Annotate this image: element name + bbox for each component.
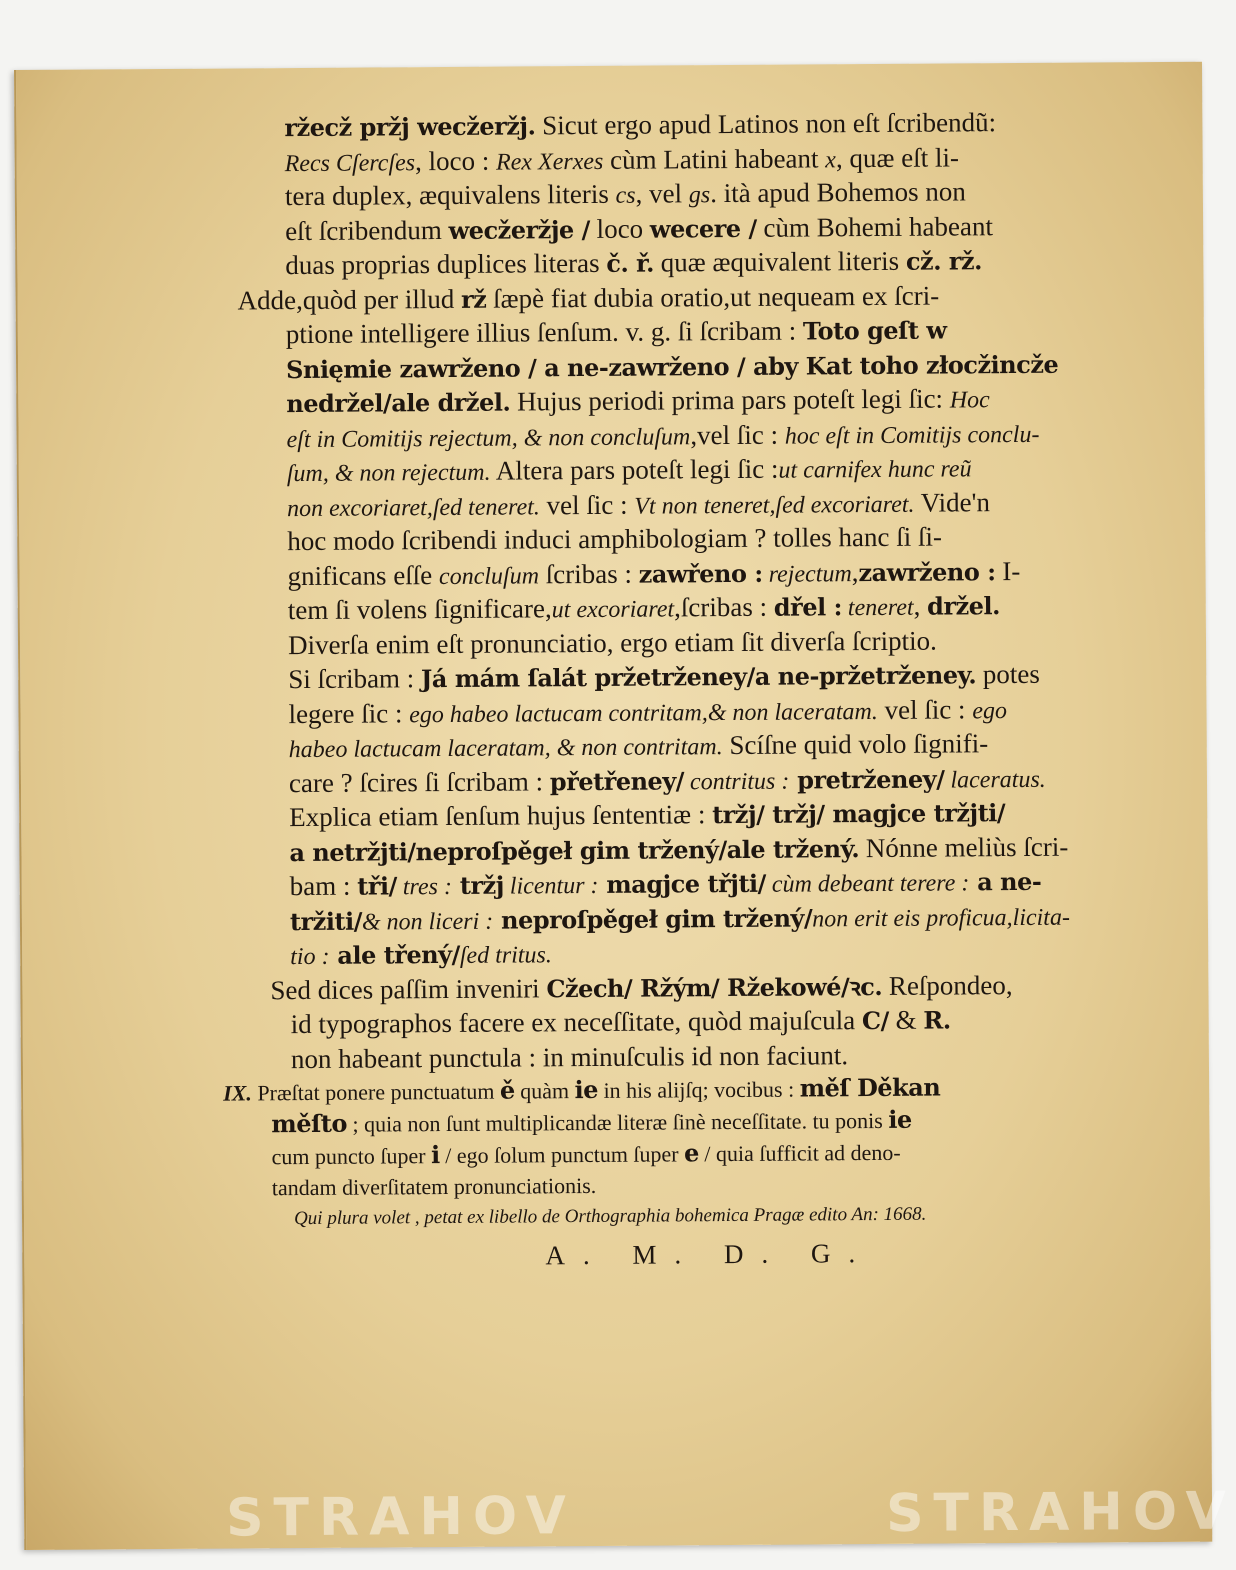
text-run: loco xyxy=(589,213,650,244)
text-run: legere ſic : xyxy=(288,697,410,729)
text-line xyxy=(241,759,1171,800)
text-run: bam : xyxy=(289,870,358,902)
italic-text: ego xyxy=(972,697,1008,724)
text-run: , loco : xyxy=(414,145,497,176)
blackletter-text: C/ xyxy=(861,1005,889,1036)
blackletter-text: přetřeney/ xyxy=(549,765,685,796)
text-block-objection xyxy=(242,966,1173,1076)
text-run: / ego ſolum punctum ſuper xyxy=(439,1141,685,1169)
italic-text: x xyxy=(825,146,836,173)
text-run: , quæ eſt li- xyxy=(835,141,959,173)
text-run: Vide'n xyxy=(914,486,991,518)
text-run: Reſpondeo, xyxy=(882,969,1013,1001)
text-run: quæ æquivalent literis xyxy=(653,245,906,278)
blackletter-text: tržj xyxy=(451,870,504,900)
text-run: cùm Bohemi habeant xyxy=(756,210,994,243)
blackletter-text: wecžeržje / xyxy=(448,214,590,245)
italic-text: ſum, & non rejectum. xyxy=(286,459,491,488)
italic-text: concluſum xyxy=(438,562,540,590)
italic-text: Recs Cſercſes xyxy=(284,149,416,177)
blackletter-text: Já mám ſalát pržetrženey/a ne-pržetrženey. xyxy=(420,660,977,694)
text-line xyxy=(238,345,1168,386)
blackletter-text: a ne- xyxy=(969,866,1042,897)
text-run: ſæpè fiat dubia oratio,ut nequeam ex ſcri- xyxy=(486,280,940,314)
blackletter-text: měſto xyxy=(271,1108,348,1139)
text-run: tem ſi volens ſignificare, xyxy=(287,593,552,626)
italic-text: Hoc xyxy=(949,387,990,414)
blackletter-text: e xyxy=(683,1138,699,1168)
text-run: Scíſne quid volo ſignifi- xyxy=(722,728,989,761)
text-line xyxy=(238,414,1168,455)
text-run: cum puncto ſuper xyxy=(271,1143,432,1170)
text-line xyxy=(242,897,1172,938)
italic-text: habeo lactucam laceratam, & non contritam. xyxy=(288,734,723,764)
text-run: IX. xyxy=(223,1080,252,1106)
text-run: Altera pars poteſt legi ſic : xyxy=(490,453,779,486)
blackletter-text: neproſpěgeł gim tržený/ xyxy=(493,902,813,935)
italic-text: non excoriaret,ſed teneret. xyxy=(286,493,540,522)
text-run: , vel xyxy=(635,178,689,209)
text-block-section-ix xyxy=(223,1070,1174,1205)
blackletter-text: měſ Děkan xyxy=(799,1072,941,1103)
italic-text: Vt non teneret,ſed excoriaret. xyxy=(634,491,915,520)
text-run: vel ſic : xyxy=(877,693,973,725)
blackletter-text: i xyxy=(430,1140,440,1170)
text-run: Adde,quòd per illud xyxy=(237,283,462,315)
italic-text: tio : xyxy=(290,943,330,971)
text-run: gnificans eſſe xyxy=(287,559,440,591)
text-run: tera duplex, æquivalens literis xyxy=(284,178,616,212)
text-run: , xyxy=(851,556,859,587)
blackletter-text: tři/ xyxy=(357,871,397,901)
blackletter-text: ě xyxy=(499,1075,515,1105)
text-run: non habeant punctula : in minuſculis id non faciunt. xyxy=(290,1039,849,1074)
blackletter-text: tržj/ tržj/ magjce tržjti/ xyxy=(712,798,1006,830)
text-run: care ? ſcires ſi ſcribam : xyxy=(288,765,550,798)
blackletter-text: rž xyxy=(460,284,487,314)
blackletter-text: ale třený/ xyxy=(329,939,460,970)
text-run: hoc modo ſcribendi induci amphibologiam ? tolles hanc ſi ſi- xyxy=(287,521,942,557)
blackletter-text: wecere / xyxy=(649,213,757,244)
text-run: Si ſcribam : xyxy=(288,663,422,695)
blackletter-text: dřel : xyxy=(773,592,842,622)
italic-text: non erit eis proficua,licita- xyxy=(812,904,1071,932)
text-run: ,vel ſic : xyxy=(690,419,785,450)
text-run: Explica etiam ſenſum hujus ſententiæ : xyxy=(289,799,713,833)
text-run: in his alijſq; vocibus : xyxy=(597,1076,800,1103)
text-run: ; quia non ſunt multiplicandæ literæ ſinè neceſſitate. tu ponis xyxy=(346,1107,889,1137)
blackletter-text: a netržjti/neproſpěgeł gim tržený/ale tržený. xyxy=(289,833,860,867)
text-run: id typographos facere ex neceſſitate, quòd majuſcula xyxy=(290,1005,863,1040)
italic-text: contritus : xyxy=(683,768,790,795)
text-run: Sed dices paſſim inveniri xyxy=(270,972,547,1005)
book-page xyxy=(14,62,1236,1550)
italic-text: cùm debeant terere : xyxy=(765,870,970,898)
text-run: potes xyxy=(976,658,1040,690)
blackletter-text: ie xyxy=(574,1074,599,1105)
italic-text: hoc eſt in Comitijs conclu- xyxy=(784,421,1040,450)
blackletter-text: č. ř. xyxy=(606,248,655,278)
text-run: Præſtat ponere punctuatum xyxy=(251,1078,501,1106)
blackletter-text: magjce třjti/ xyxy=(598,868,766,899)
blackletter-text: nedržel/ale držel. xyxy=(286,387,511,419)
italic-text: & non liceri : xyxy=(361,908,494,936)
text-run: cùm Latini habeant xyxy=(603,142,826,175)
text-run: Nónne meliùs ſcri- xyxy=(859,831,1069,863)
text-run: , xyxy=(913,590,928,621)
italic-text: cs xyxy=(615,182,636,209)
italic-text: ſed tritus. xyxy=(459,942,552,969)
blackletter-text: Cžech/ Ržým/ Ržekowé/ꝛc. xyxy=(546,971,883,1003)
italic-text: rejectum xyxy=(762,560,852,588)
closing-amdg: A. M. D. G. xyxy=(545,1238,874,1271)
italic-text: laceratus. xyxy=(944,766,1046,794)
blackletter-text: cž. rž. xyxy=(905,246,983,276)
blackletter-text: ržecž pržj wecžeržj. xyxy=(284,111,536,143)
text-run: & xyxy=(888,1004,924,1035)
italic-text: Rex Xerxes xyxy=(495,148,604,176)
text-run: duas proprias duplices literas xyxy=(285,247,607,281)
footnote: Qui plura volet , petat ex libello de Orthographia bohemica Pragæ edito An: 1668. xyxy=(293,1203,927,1230)
text-run: quàm xyxy=(514,1078,575,1104)
blackletter-text: držel. xyxy=(927,591,1001,621)
blackletter-text: Snięmie zawrženo / a ne-zawrženo / aby Kat toho złocžincže xyxy=(285,349,1059,384)
italic-text: ego habeo lactucam contritam,& non laceratam. xyxy=(409,698,878,728)
italic-text: tres : xyxy=(396,873,453,901)
italic-text: ut carnifex hunc reũ xyxy=(778,456,972,484)
text-line xyxy=(242,863,1172,904)
blackletter-text: tržiti/ xyxy=(289,906,363,936)
blackletter-text: pretrženey/ xyxy=(789,764,945,795)
text-run: vel ſic : xyxy=(539,489,635,520)
text-run: ptione intelligere illius ſenſum. v. g. ſi ſcribam : xyxy=(285,315,804,350)
text-run: ,ſcribas : xyxy=(674,591,774,623)
text-run: eſt ſcribendum xyxy=(285,214,449,246)
watermark-strahov: STRAHOV xyxy=(225,1486,577,1549)
text-run: I- xyxy=(995,555,1021,586)
blackletter-text: Toto geſt w xyxy=(802,315,947,346)
text-run: tandam diverſitatem pronunciationis. xyxy=(271,1172,597,1201)
blackletter-text: R. xyxy=(923,1005,951,1035)
italic-text: gs xyxy=(688,182,711,209)
watermark-strahov: STRAHOV xyxy=(885,1481,1236,1544)
text-run: Hujus periodi prima pars poteſt legi ſic: xyxy=(510,383,950,417)
italic-text: ut excoriaret xyxy=(551,596,675,624)
blackletter-text: zawřeno : xyxy=(638,558,763,589)
text-block-main xyxy=(236,104,1172,973)
blackletter-text: ie xyxy=(888,1104,912,1134)
text-run: . ità apud Bohemos non xyxy=(710,176,966,209)
italic-text: teneret xyxy=(841,594,914,622)
text-run: Sicut ergo apud Latinos non eſt ſcribendũ: xyxy=(535,107,997,141)
text-run: / quia ſufficit ad deno- xyxy=(698,1139,901,1167)
text-line xyxy=(240,656,1170,697)
italic-text: eſt in Comitijs rejectum, & non concluſum xyxy=(286,423,691,453)
text-run: Diverſa enim eſt pronunciatio, ergo etiam ſit diverſa ſcriptio. xyxy=(287,625,937,660)
page-text xyxy=(223,104,1174,1275)
text-run: ſcribas : xyxy=(538,558,639,589)
blackletter-text: zawrženo : xyxy=(858,556,996,587)
italic-text: licentur : xyxy=(503,872,599,900)
